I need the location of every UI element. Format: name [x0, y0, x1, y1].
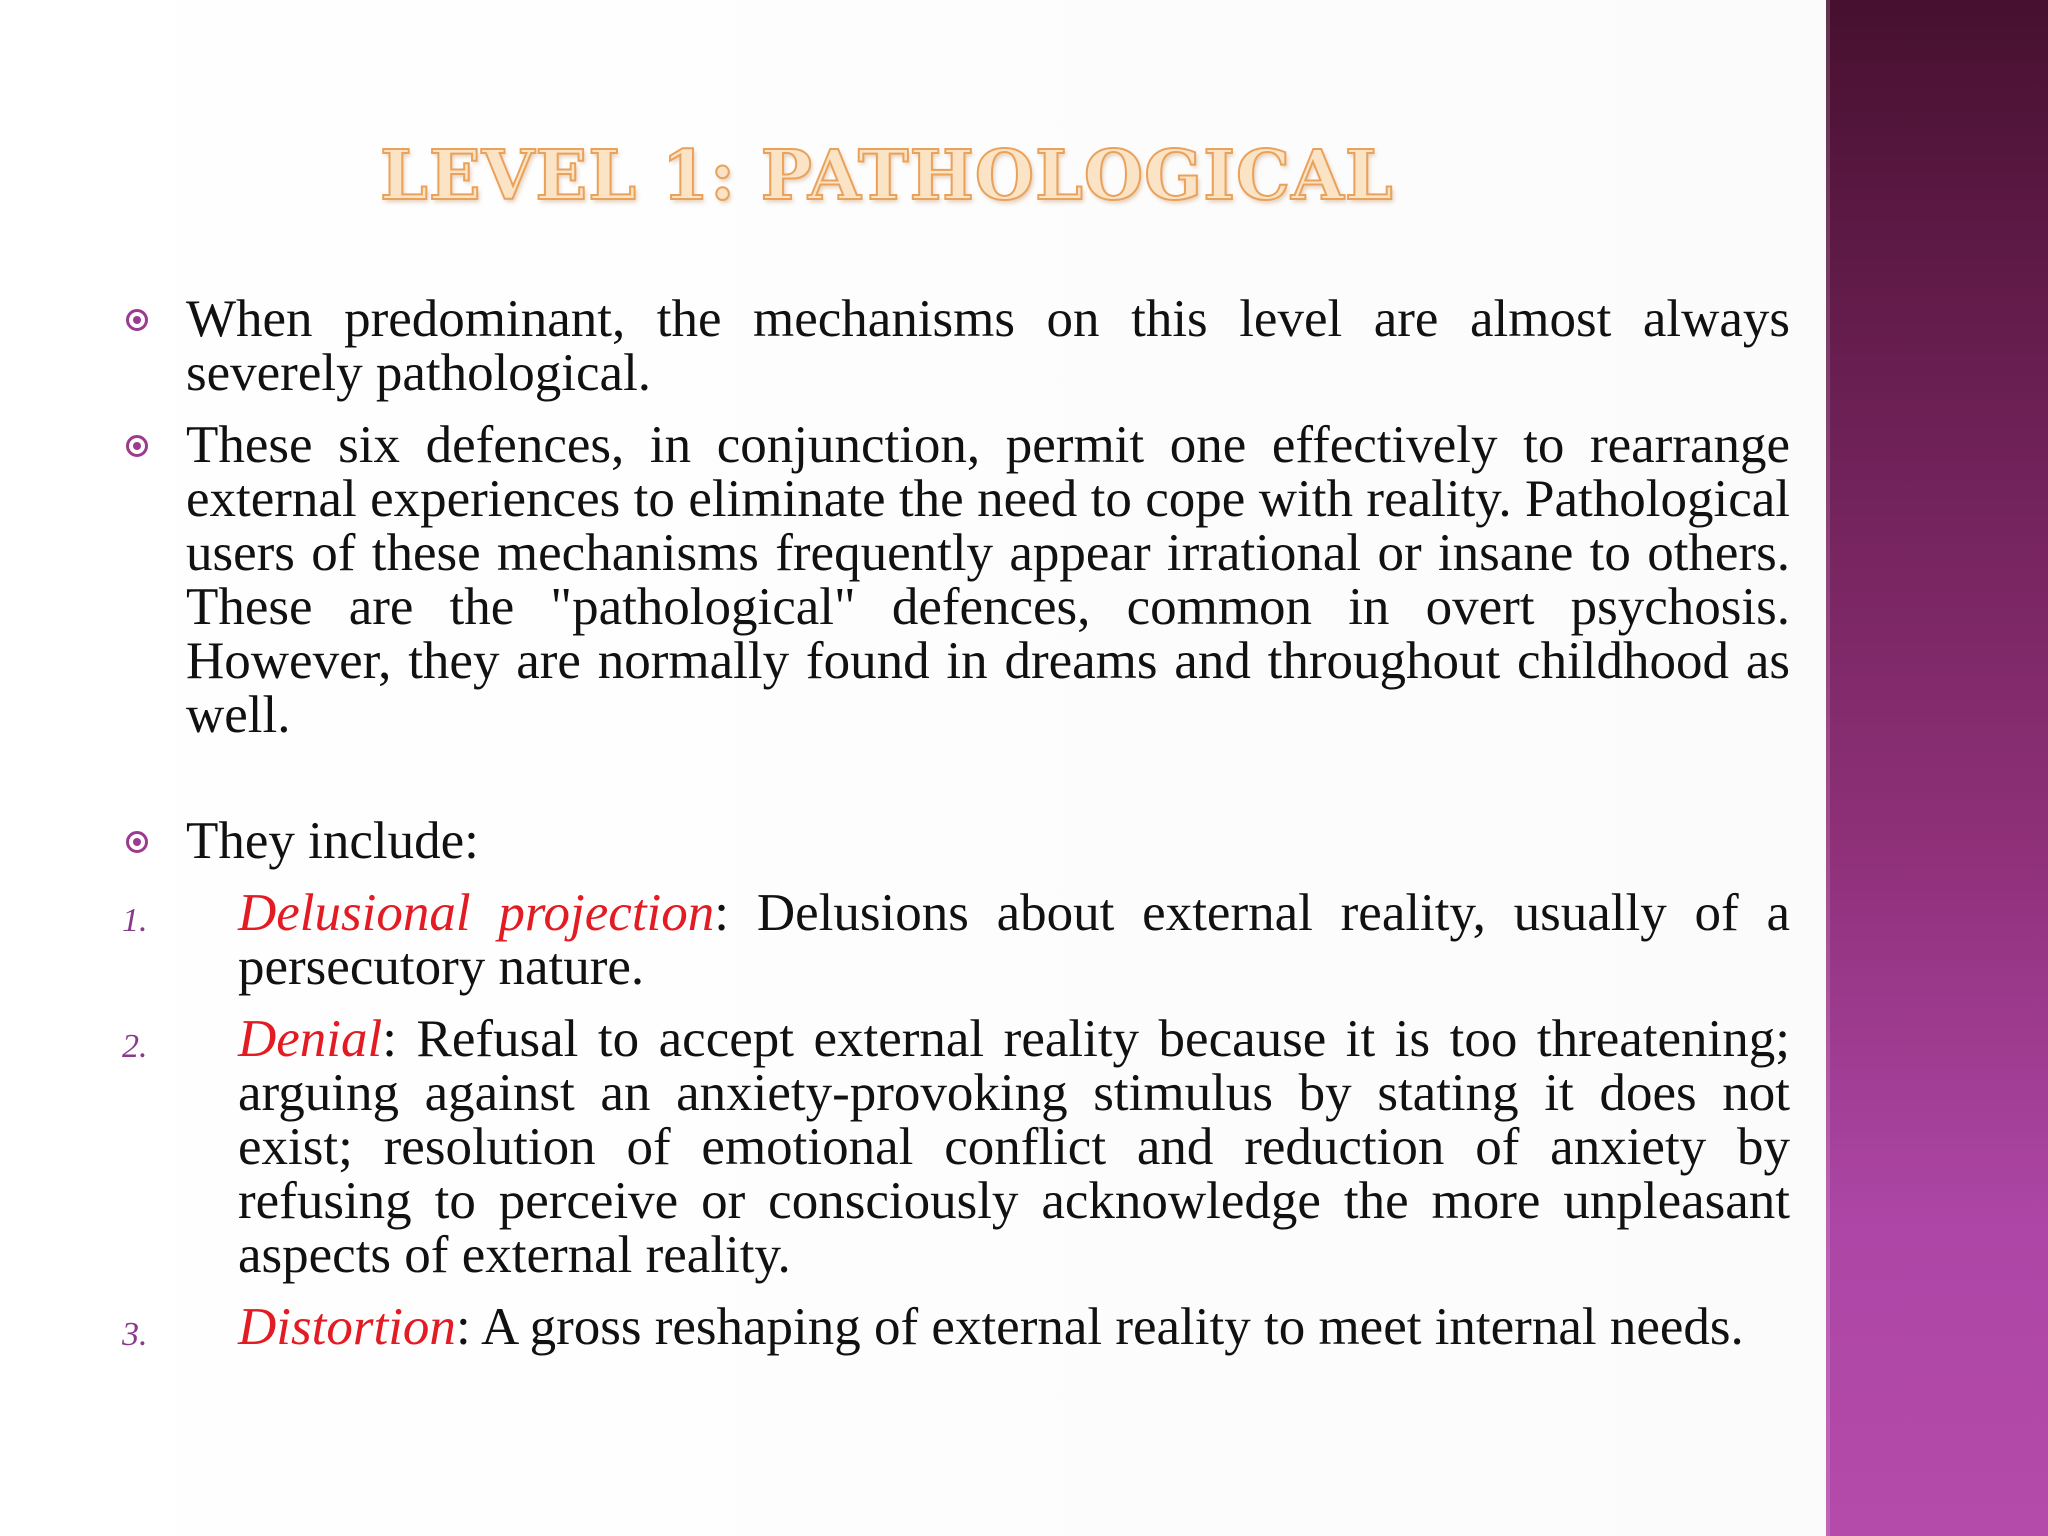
slide-title: LEVEL 1: PATHOLOGICAL — [380, 136, 1394, 216]
item-description: : Refusal to accept external reality because it is too threatening; arguing against an anxiety-provoking stimulus by stating it does not exist; resolution of emotional conflict and reduction of anxiety by refusing to perceive or consciously acknowledge the more unpleasant aspects of external reality. — [238, 1010, 1790, 1284]
bullet-item — [100, 292, 1790, 400]
bullet-item — [100, 418, 1790, 742]
item-description: : Delusions about external reality, usually of a persecutory nature. — [238, 884, 1791, 996]
item-description: : A gross reshaping of external reality to meet internal needs. — [455, 1298, 1744, 1356]
numbered-item — [100, 1300, 1790, 1354]
bullet-text: These six defences, in conjunction, permit one effectively to rearrange external experiences to eliminate the need to cope with reality. Pathological users of these mechanisms frequently appear irrational or insane to others. These are the "pathological" defences, common in overt psychosis. However, they are normally found in dreams and throughout childhood as well. — [186, 416, 1790, 744]
item-number: 1. — [122, 902, 148, 939]
numbered-item — [100, 1012, 1790, 1282]
bullet-text: When predominant, the mechanisms on this level are almost always severely pathological. — [186, 290, 1790, 402]
slide-body — [100, 292, 1790, 1372]
sidebar-edge — [1826, 0, 1830, 1536]
circled-dot-bullet-icon — [126, 831, 148, 853]
item-term: Delusional projection — [238, 884, 715, 942]
circled-dot-bullet-icon — [126, 435, 148, 457]
item-term: Distortion — [238, 1298, 456, 1356]
bullet-item — [100, 814, 1790, 868]
item-term: Denial — [238, 1010, 383, 1068]
decorative-sidebar — [1826, 0, 2048, 1536]
item-number: 3. — [122, 1316, 148, 1353]
item-number: 2. — [122, 1028, 148, 1065]
numbered-item — [100, 886, 1790, 994]
bullet-text: They include: — [186, 812, 479, 870]
circled-dot-bullet-icon — [126, 309, 148, 331]
